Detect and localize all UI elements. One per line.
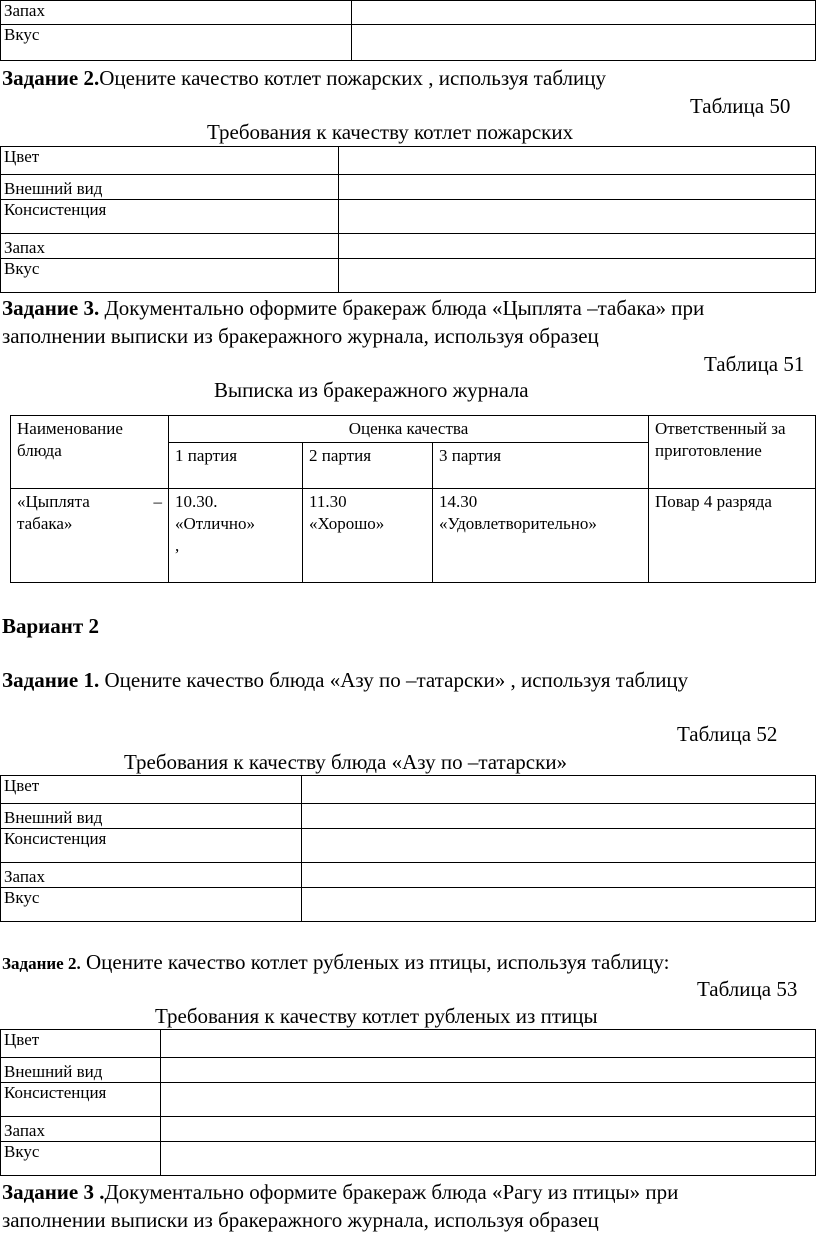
table-cell-empty <box>161 1142 816 1176</box>
top-table <box>0 0 816 61</box>
task-label: Задание 2. <box>2 954 81 973</box>
dish-text: – <box>153 492 162 511</box>
party-grade: «Отлично» <box>175 514 256 533</box>
task-label: Задание 2. <box>2 66 100 90</box>
task3-line1 <box>2 296 814 320</box>
task2-heading <box>2 66 606 90</box>
dish-text: табака» <box>17 514 73 533</box>
cell-party-3 <box>433 489 649 583</box>
task-text: Документально оформите бракераж блюда «Цыплята –табака» при <box>104 296 705 320</box>
table-cell-empty <box>302 888 816 922</box>
table-cell-empty <box>161 1030 816 1058</box>
table-cell-empty <box>339 175 816 200</box>
header-responsible: Ответственный за приготовление <box>649 416 816 489</box>
cell-party-2 <box>303 489 433 583</box>
table-caption: Требования к качеству котлет пожарских <box>207 120 574 144</box>
table-cell-empty <box>302 863 816 888</box>
table-number: Таблица 50 <box>690 94 791 118</box>
requirements-table <box>0 775 816 922</box>
task-text: Документально оформите бракераж блюда «Рагу из птицы» при <box>104 1180 679 1204</box>
party-time: 10.30. <box>175 492 218 511</box>
table-row-label: Консистенция <box>1 200 339 234</box>
v2-task3-line2: заполнении выписки из бракеражного журнала, используя образец <box>2 1208 599 1232</box>
table-row-label: Вкус <box>1 25 352 61</box>
party-time: 11.30 <box>309 492 347 511</box>
party-grade: «Хорошо» <box>309 514 385 533</box>
header-party-2: 2 партия <box>303 443 433 489</box>
table-cell-empty <box>352 25 816 61</box>
table-cell-empty <box>339 259 816 293</box>
table-cell-empty <box>161 1117 816 1142</box>
table-row-label: Вкус <box>1 1142 161 1176</box>
table-cell-empty <box>302 829 816 863</box>
table-cell-empty <box>302 776 816 804</box>
table-cell-empty <box>161 1058 816 1083</box>
v2-task2-heading <box>2 950 670 976</box>
table-row-label: Консистенция <box>1 1083 161 1117</box>
table-cell-empty <box>339 147 816 175</box>
header-dish-name: Наименование блюда <box>11 416 169 489</box>
v2-task1-heading <box>2 668 688 692</box>
table-row-label: Внешний вид <box>1 175 339 200</box>
task-text: Оцените качество блюда «Азу по –татарски» , используя таблицу <box>99 668 689 692</box>
table-row-label: Запах <box>1 1117 161 1142</box>
header-party-1: 1 партия <box>169 443 303 489</box>
table-number: Таблица 53 <box>697 977 798 1001</box>
task-text: Оцените качество котлет пожарских , используя таблицу <box>99 66 606 90</box>
table-row-label: Запах <box>1 234 339 259</box>
header-party-3: 3 партия <box>433 443 649 489</box>
table-row-label: Консистенция <box>1 829 302 863</box>
task3-line2: заполнении выписки из бракеражного журнала, используя образец <box>2 324 599 348</box>
table-row-label: Вкус <box>1 259 339 293</box>
journal-table <box>10 415 816 583</box>
task-text: Оцените качество котлет рубленых из птицы, используя таблицу: <box>80 950 670 974</box>
task-label: Задание 3. <box>2 296 100 320</box>
table-cell-empty <box>352 1 816 25</box>
variant-heading: Вариант 2 <box>2 614 99 638</box>
dish-text: «Цыплята <box>17 492 90 511</box>
table-cell-empty <box>161 1083 816 1117</box>
table-cell-empty <box>302 804 816 829</box>
header-quality: Оценка качества <box>169 416 649 443</box>
table-row-label: Цвет <box>1 1030 161 1058</box>
table-row-label: Цвет <box>1 147 339 175</box>
party-grade: «Удовлетворительно» <box>439 514 597 533</box>
party-time: 14.30 <box>439 492 478 511</box>
task-label: Задание 3 . <box>2 1180 105 1204</box>
v2-task3-line1 <box>2 1180 814 1204</box>
table-number: Таблица 51 <box>704 352 805 376</box>
table-caption: Требования к качеству котлет рубленых из птицы <box>155 1004 598 1028</box>
party-note: , <box>175 536 180 555</box>
table-row-label: Цвет <box>1 776 302 804</box>
requirements-table <box>0 146 816 293</box>
table-number: Таблица 52 <box>677 722 778 746</box>
table-cell-empty <box>339 234 816 259</box>
task-label: Задание 1. <box>2 668 100 692</box>
table-row-label: Внешний вид <box>1 804 302 829</box>
requirements-table <box>0 1029 816 1176</box>
table-row-label: Вкус <box>1 888 302 922</box>
cell-dish <box>11 489 169 583</box>
table-row-label: Запах <box>1 1 352 25</box>
table-row-label: Внешний вид <box>1 1058 161 1083</box>
table-caption: Требования к качеству блюда «Азу по –татарски» <box>124 750 568 774</box>
cell-party-1 <box>169 489 303 583</box>
table-cell-empty <box>339 200 816 234</box>
table-row-label: Запах <box>1 863 302 888</box>
table-caption: Выписка из бракеражного журнала <box>214 378 529 402</box>
cell-responsible: Повар 4 разряда <box>649 489 816 583</box>
